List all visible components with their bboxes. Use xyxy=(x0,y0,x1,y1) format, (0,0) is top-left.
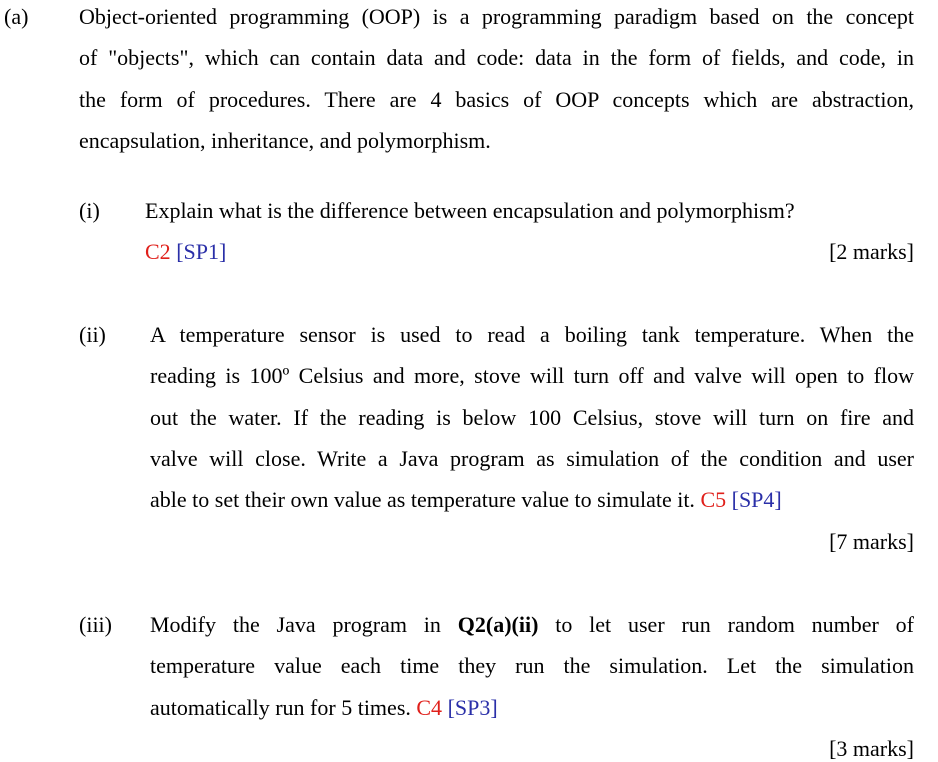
part-ii-line-3: out the water. If the reading is below 100 Celsius, stove will turn on fire and xyxy=(150,405,914,430)
part-iii-line-2: temperature value each time they run the simulation. Let the simulation xyxy=(150,653,914,678)
intro-line-4: encapsulation, inheritance, and polymorphism. xyxy=(79,128,491,153)
intro-line-2: of "objects", which can contain data and code: data in the form of fields, and code, in xyxy=(79,45,914,70)
part-iii-line-1 xyxy=(150,612,914,638)
part-ii-last-text: able to set their own value as temperature value to simulate it. xyxy=(150,487,695,512)
part-iii-line-3 xyxy=(150,695,914,721)
part-ii-sp: [SP4] xyxy=(731,487,782,512)
part-iii-label: (iii) xyxy=(79,612,112,637)
part-i-label: (i) xyxy=(79,198,100,223)
part-i-question: Explain what is the difference between encapsulation and polymorphism? xyxy=(145,198,795,223)
part-iii-sp: [SP3] xyxy=(447,695,498,720)
part-iii-marks: [3 marks] xyxy=(829,736,914,761)
part-ii-line-5 xyxy=(150,487,914,513)
part-i-clo: C2 xyxy=(145,239,171,264)
part-iii-line-1-post: to let user run random number of xyxy=(555,612,915,637)
part-iii-question-ref: Q2(a)(ii) xyxy=(457,612,539,637)
part-ii-label: (ii) xyxy=(79,322,106,347)
part-iii-last-text: automatically run for 5 times. xyxy=(150,695,411,720)
intro-line-1: Object-oriented programming (OOP) is a programming paradigm based on the concept xyxy=(79,4,914,29)
part-ii-clo: C5 xyxy=(700,487,727,512)
part-iii-line-1-pre: Modify the Java program in xyxy=(150,612,441,637)
part-i-marks: [2 marks] xyxy=(829,239,914,264)
part-ii-marks: [7 marks] xyxy=(829,529,914,554)
part-ii-line-1: A temperature sensor is used to read a boiling tank temperature. When the xyxy=(150,322,914,347)
intro-line-3: the form of procedures. There are 4 basics of OOP concepts which are abstraction, xyxy=(79,87,914,112)
part-ii-line-2: reading is 100º Celsius and more, stove will turn off and valve will open to flow xyxy=(150,363,914,388)
part-i-sp: [SP1] xyxy=(176,239,227,264)
part-iii-clo: C4 xyxy=(416,695,443,720)
section-label: (a) xyxy=(4,4,29,29)
part-ii-line-4: valve will close. Write a Java program as simulation of the condition and user xyxy=(150,446,914,471)
